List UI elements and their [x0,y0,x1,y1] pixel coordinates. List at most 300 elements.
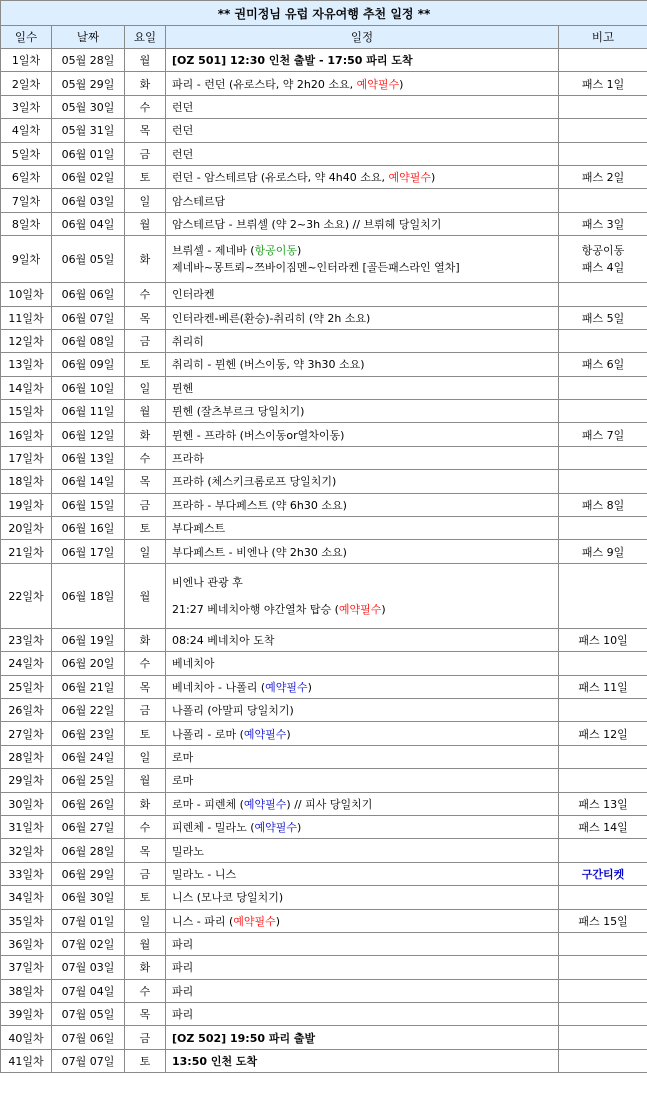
date-cell: 06월 14일 [52,470,125,493]
day-cell: 34일차 [1,886,52,909]
line-gap [172,591,558,601]
schedule-cell [166,376,559,399]
schedule-cell [166,932,559,955]
schedule-cell [166,652,559,675]
date-cell: 06월 06일 [52,283,125,306]
day-cell: 21일차 [1,540,52,563]
weekday-cell: 화 [125,236,166,283]
table-row [1,1049,647,1072]
note-cell [559,1026,647,1049]
table-row [1,165,647,188]
note-cell: 패스 13일 [559,792,647,815]
day-cell: 16일차 [1,423,52,446]
table-row [1,792,647,815]
day-cell: 41일차 [1,1049,52,1072]
schedule-line [172,242,558,259]
date-cell: 06월 30일 [52,886,125,909]
day-cell: 12일차 [1,329,52,352]
date-cell: 06월 21일 [52,675,125,698]
reservation-required-label: 예약필수 [356,77,400,91]
schedule-text: ) // 피사 당일치기 [286,797,373,811]
note-line: 패스 4일 [581,261,625,275]
schedule-text: 파리 [172,938,194,952]
day-cell: 31일차 [1,815,52,838]
schedule-cell [166,423,559,446]
schedule-cell [166,698,559,721]
note-cell: 패스 6일 [559,353,647,376]
day-cell: 9일차 [1,236,52,283]
table-row [1,423,647,446]
table-row [1,470,647,493]
day-cell: 1일차 [1,49,52,72]
weekday-cell: 금 [125,862,166,885]
table-row [1,932,647,955]
day-cell: 13일차 [1,353,52,376]
note-cell [559,932,647,955]
note-line: 항공이동 [581,244,625,258]
schedule-text: 니스 - 파리 ( [172,914,234,928]
day-cell: 17일차 [1,446,52,469]
schedule-text: 런던 [172,100,194,114]
table-row [1,329,647,352]
date-cell: 06월 24일 [52,745,125,768]
schedule-text: 나폴리 - 로마 ( [172,727,244,741]
schedule-text: 프라하 (체스키크롬로프 당일치기) [172,475,337,489]
table-row [1,722,647,745]
schedule-cell [166,49,559,72]
weekday-cell: 화 [125,792,166,815]
schedule-text: ) [399,77,404,91]
schedule-text: 베네치아 - 나폴리 ( [172,680,266,694]
note-cell [559,236,647,283]
schedule-cell [166,329,559,352]
schedule-cell [166,95,559,118]
day-cell: 3일차 [1,95,52,118]
weekday-cell: 목 [125,839,166,862]
day-cell: 39일차 [1,1003,52,1026]
reservation-required-label: 예약필수 [338,602,382,616]
schedule-cell [166,306,559,329]
day-cell: 15일차 [1,400,52,423]
day-cell: 24일차 [1,652,52,675]
day-cell: 11일차 [1,306,52,329]
weekday-cell: 화 [125,956,166,979]
day-cell: 29일차 [1,769,52,792]
weekday-cell: 금 [125,142,166,165]
day-cell: 18일차 [1,470,52,493]
date-cell: 06월 29일 [52,862,125,885]
note-cell [559,1049,647,1072]
note-cell [559,839,647,862]
schedule-text: [OZ 501] 12:30 인천 출발 - 17:50 파리 도착 [172,54,413,68]
schedule-text: 제네바~몽트뢰~쯔바이짐멘~인터라켄 [골든패스라인 열차] [172,261,460,275]
note-cell: 패스 10일 [559,628,647,651]
day-cell: 26일차 [1,698,52,721]
date-cell: 07월 03일 [52,956,125,979]
table-row [1,212,647,235]
schedule-cell [166,1026,559,1049]
day-cell: 8일차 [1,212,52,235]
schedule-text: 밀라노 [172,844,204,858]
schedule-cell [166,745,559,768]
schedule-cell [166,909,559,932]
schedule-text: 뮌헨 - 프라하 (버스이동or열차이동) [172,428,345,442]
day-cell: 37일차 [1,956,52,979]
weekday-cell: 월 [125,769,166,792]
schedule-cell [166,236,559,283]
day-cell: 30일차 [1,792,52,815]
date-cell: 06월 27일 [52,815,125,838]
day-cell: 10일차 [1,283,52,306]
day-cell: 27일차 [1,722,52,745]
schedule-text: 부다페스트 - 비엔나 (약 2h30 소요) [172,545,347,559]
note-cell [559,283,647,306]
schedule-cell [166,628,559,651]
note-cell [559,142,647,165]
weekday-cell: 수 [125,815,166,838]
table-row [1,862,647,885]
table-row [1,283,647,306]
table-row [1,909,647,932]
weekday-cell: 금 [125,1026,166,1049]
table-row [1,540,647,563]
table-row [1,1003,647,1026]
weekday-cell: 토 [125,1049,166,1072]
header-note: 비고 [559,26,647,49]
table-row [1,353,647,376]
schedule-text: 암스테르담 - 브뤼셀 (약 2~3h 소요) // 브뤼헤 당일치기 [172,217,442,231]
table-row [1,95,647,118]
schedule-text: 니스 (모나코 당일치기) [172,891,284,905]
date-cell: 06월 16일 [52,517,125,540]
weekday-cell: 목 [125,470,166,493]
day-cell: 14일차 [1,376,52,399]
weekday-cell: 일 [125,909,166,932]
header-date: 날짜 [52,26,125,49]
weekday-cell: 화 [125,423,166,446]
note-cell [559,563,647,628]
day-cell: 36일차 [1,932,52,955]
schedule-text: 13:50 인천 도착 [172,1055,258,1069]
schedule-text: 브뤼셀 - 제네바 ( [172,244,255,258]
schedule-line [172,259,558,276]
date-cell: 07월 06일 [52,1026,125,1049]
schedule-text: 나폴리 (아말피 당일치기) [172,704,294,718]
table-row [1,142,647,165]
table-row [1,72,647,95]
date-cell: 05월 31일 [52,119,125,142]
note-cell: 패스 9일 [559,540,647,563]
weekday-cell: 목 [125,1003,166,1026]
note-cell [559,400,647,423]
schedule-cell [166,353,559,376]
schedule-text: 취리히 - 뮌헨 (버스이동, 약 3h30 소요) [172,358,365,372]
date-cell: 06월 25일 [52,769,125,792]
date-cell: 06월 09일 [52,353,125,376]
note-cell [559,652,647,675]
schedule-text: 런던 [172,147,194,161]
schedule-cell [166,283,559,306]
day-cell: 40일차 [1,1026,52,1049]
table-row [1,236,647,283]
day-cell: 6일차 [1,165,52,188]
day-cell: 25일차 [1,675,52,698]
note-cell [559,189,647,212]
date-cell: 06월 15일 [52,493,125,516]
note-cell [559,95,647,118]
reservation-required-label: 예약필수 [243,727,287,741]
day-cell: 20일차 [1,517,52,540]
schedule-text: ) [430,171,436,185]
schedule-text: ) [381,602,386,616]
schedule-text: 로마 [172,774,194,788]
schedule-text: ) [297,244,302,258]
table-row [1,119,647,142]
note-cell [559,956,647,979]
note-cell [559,517,647,540]
header-row [1,26,647,49]
table-row [1,839,647,862]
table-row [1,628,647,651]
schedule-cell [166,400,559,423]
schedule-cell [166,540,559,563]
note-cell: 패스 14일 [559,815,647,838]
day-cell: 19일차 [1,493,52,516]
note-cell: 패스 15일 [559,909,647,932]
schedule-cell [166,675,559,698]
date-cell: 06월 23일 [52,722,125,745]
date-cell: 06월 20일 [52,652,125,675]
schedule-text: 인터라켄-베른(환승)-취리히 (약 2h 소요) [172,311,371,325]
date-cell: 07월 02일 [52,932,125,955]
schedule-text: 취리히 [172,335,204,349]
weekday-cell: 월 [125,400,166,423]
weekday-cell: 화 [125,72,166,95]
schedule-text: 피렌체 - 밀라노 ( [172,821,255,835]
table-row [1,956,647,979]
weekday-cell: 금 [125,329,166,352]
date-cell: 07월 04일 [52,979,125,1002]
date-cell: 06월 08일 [52,329,125,352]
note-cell [559,119,647,142]
schedule-text: 런던 [172,124,194,138]
weekday-cell: 토 [125,165,166,188]
date-cell: 06월 05일 [52,236,125,283]
table-row [1,979,647,1002]
reservation-required-label: 예약필수 [388,171,431,185]
schedule-text: 로마 [172,750,194,764]
schedule-cell [166,72,559,95]
schedule-text: 밀라노 - 니스 [172,867,237,881]
note-cell [559,329,647,352]
note-cell: 패스 2일 [559,165,647,188]
flight-label: 항공이동 [254,244,298,258]
schedule-text: 파리 - 런던 (유로스타, 약 2h20 소요, [172,77,357,91]
note-cell: 패스 12일 [559,722,647,745]
schedule-cell [166,212,559,235]
schedule-cell [166,493,559,516]
date-cell: 06월 18일 [52,563,125,628]
date-cell: 05월 29일 [52,72,125,95]
weekday-cell: 일 [125,189,166,212]
schedule-text: 뮌헨 [172,381,194,395]
date-cell: 06월 19일 [52,628,125,651]
header-day: 일수 [1,26,52,49]
header-weekday: 요일 [125,26,166,49]
note-cell [559,698,647,721]
table-row [1,745,647,768]
schedule-cell [166,142,559,165]
note-cell: 패스 7일 [559,423,647,446]
schedule-cell [166,839,559,862]
weekday-cell: 목 [125,306,166,329]
schedule-text: 파리 [172,1008,194,1022]
date-cell: 06월 02일 [52,165,125,188]
date-cell: 06월 01일 [52,142,125,165]
schedule-text: 프라하 - 부다페스트 (약 6h30 소요) [172,498,347,512]
date-cell: 07월 07일 [52,1049,125,1072]
weekday-cell: 월 [125,212,166,235]
schedule-cell [166,189,559,212]
date-cell: 07월 01일 [52,909,125,932]
day-cell: 38일차 [1,979,52,1002]
reservation-required-label: 예약필수 [243,797,287,811]
weekday-cell: 화 [125,628,166,651]
schedule-cell [166,979,559,1002]
title-row [1,1,647,26]
note-cell [559,979,647,1002]
schedule-text: 베네치아 [172,657,215,671]
table-row [1,400,647,423]
table-row [1,517,647,540]
date-cell: 06월 26일 [52,792,125,815]
schedule-line [172,601,558,618]
schedule-text: 파리 [172,961,194,975]
schedule-text: 런던 - 암스테르담 (유로스타, 약 4h40 소요, [172,171,389,185]
table-row [1,769,647,792]
schedule-cell [166,165,559,188]
note-cell [559,886,647,909]
date-cell: 06월 03일 [52,189,125,212]
date-cell: 07월 05일 [52,1003,125,1026]
date-cell: 06월 12일 [52,423,125,446]
weekday-cell: 목 [125,675,166,698]
schedule-text: ) [307,680,312,694]
weekday-cell: 금 [125,698,166,721]
reservation-required-label: 예약필수 [233,914,276,928]
day-cell: 5일차 [1,142,52,165]
schedule-text: ) [275,914,281,928]
schedule-text: 비엔나 관광 후 [172,575,243,589]
schedule-cell [166,517,559,540]
schedule-text: 인터라켄 [172,288,215,302]
table-row [1,698,647,721]
weekday-cell: 토 [125,353,166,376]
schedule-cell [166,886,559,909]
schedule-text: 21:27 베네치아행 야간열차 탑승 ( [172,602,339,616]
table-row [1,189,647,212]
date-cell: 05월 30일 [52,95,125,118]
note-cell: 패스 11일 [559,675,647,698]
table-row [1,563,647,628]
weekday-cell: 수 [125,979,166,1002]
schedule-text: 08:24 베네치아 도착 [172,634,275,647]
note-cell [559,470,647,493]
day-cell: 2일차 [1,72,52,95]
schedule-cell [166,956,559,979]
table-row [1,886,647,909]
weekday-cell: 수 [125,652,166,675]
note-cell [559,376,647,399]
schedule-text: 파리 [172,984,194,998]
schedule-cell [166,722,559,745]
weekday-cell: 수 [125,446,166,469]
schedule-text: 프라하 [172,452,204,466]
table-row [1,1026,647,1049]
weekday-cell: 일 [125,745,166,768]
day-cell: 22일차 [1,563,52,628]
weekday-cell: 수 [125,95,166,118]
day-cell: 7일차 [1,189,52,212]
day-cell: 28일차 [1,745,52,768]
note-cell: 구간티켓 [559,862,647,885]
table-row [1,306,647,329]
schedule-text: 부다페스트 [172,522,226,536]
header-schedule: 일정 [166,26,559,49]
day-cell: 35일차 [1,909,52,932]
schedule-cell [166,470,559,493]
table-row [1,675,647,698]
note-cell [559,769,647,792]
weekday-cell: 토 [125,517,166,540]
weekday-cell: 토 [125,886,166,909]
weekday-cell: 월 [125,932,166,955]
weekday-cell: 일 [125,376,166,399]
date-cell: 06월 10일 [52,376,125,399]
note-cell [559,745,647,768]
schedule-text: ) [286,727,291,741]
date-cell: 06월 07일 [52,306,125,329]
schedule-text: 암스테르담 [172,194,226,208]
weekday-cell: 금 [125,493,166,516]
table-row [1,815,647,838]
weekday-cell: 수 [125,283,166,306]
schedule-cell [166,815,559,838]
table-row [1,652,647,675]
date-cell: 05월 28일 [52,49,125,72]
note-cell: 패스 1일 [559,72,647,95]
date-cell: 06월 11일 [52,400,125,423]
schedule-cell [166,563,559,628]
date-cell: 06월 04일 [52,212,125,235]
table-row [1,446,647,469]
weekday-cell: 토 [125,722,166,745]
date-cell: 06월 17일 [52,540,125,563]
schedule-text: 뮌헨 (잘츠부르크 당일치기) [172,405,305,419]
schedule-text: [OZ 502] 19:50 파리 출발 [172,1031,316,1045]
note-cell [559,446,647,469]
weekday-cell: 월 [125,49,166,72]
schedule-cell [166,862,559,885]
schedule-text: ) [297,821,302,835]
schedule-cell [166,119,559,142]
weekday-cell: 목 [125,119,166,142]
table-row [1,493,647,516]
schedule-cell [166,1049,559,1072]
note-cell: 패스 8일 [559,493,647,516]
day-cell: 4일차 [1,119,52,142]
page-title: ** 권미정님 유럽 자유여행 추천 일정 ** [1,1,647,26]
